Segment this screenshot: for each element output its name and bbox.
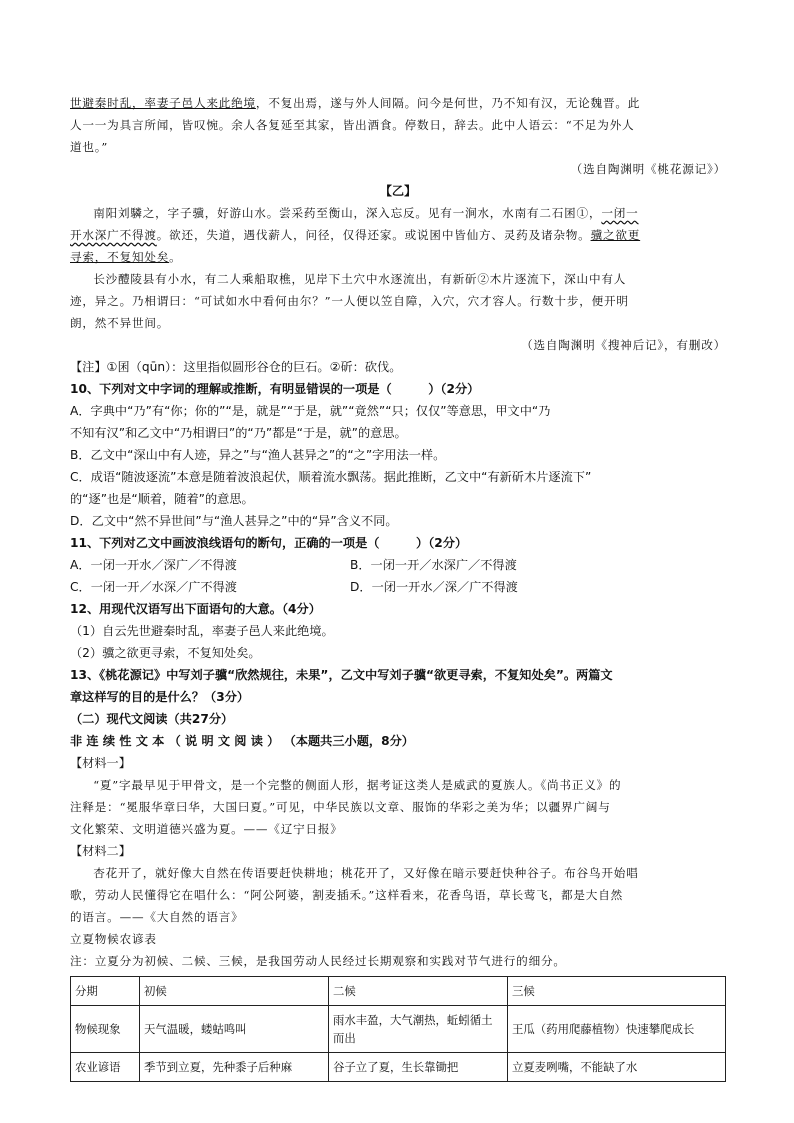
passage-b-source: （选自陶渊明《搜神后记》，有删改）	[521, 338, 726, 352]
q11-option-c: C．一闭一开／水深／广不得渡	[70, 580, 237, 594]
q10-option-c-line-2: 的“逐”也是“顺着，随着”的意思。	[70, 492, 254, 506]
question-12-stem: 12、用现代汉语写出下面语句的大意。（4分）	[70, 602, 321, 616]
table-row	[71, 1006, 726, 1053]
q12-sentence-1: （1）自云先世避秦时乱，率妻子邑人来此绝境。	[70, 624, 334, 638]
table-cell: 二候	[329, 977, 508, 1006]
table-cell: 雨水丰盈，大气潮热，蚯蚓循土而出	[329, 1006, 508, 1053]
q12-sentence-2: （2）骥之欲更寻索，不复知处矣。	[70, 646, 261, 660]
passage-b-heading: 【乙】	[379, 184, 417, 198]
q10-option-d: D．乙文中“然不异世间”与“渔人甚异之”中的“异”含义不同。	[70, 514, 398, 528]
passage-b-p1-line-2: 开水深广不得渡。欲还，失道，遇伐薪人，问径，仅得还家。或说囷中皆仙方、灵药及诸杂物。骥之欲更	[70, 228, 641, 242]
passage-b-p1-line-1: 南阳刘驎之，字子骥，好游山水。尝采药至衡山，深入忘反。见有一涧水，水南有二石囷①，一闭一	[93, 206, 639, 220]
table-note: 注：立夏分为初候、二候、三候，是我国劳动人民经过长期观察和实践对节气进行的细分。	[70, 954, 566, 968]
q11-options	[70, 554, 726, 598]
phenology-table	[70, 976, 726, 1082]
wavy-underlined-text: 开水深广不得渡	[70, 228, 157, 242]
question-11-stem: 11、下列对乙文中画波浪线语句的断句，正确的一项是（ ）（2分）	[70, 536, 468, 550]
material-2-line-2: 歌，劳动人民懂得它在唱什么：“阿公阿婆，割麦插禾。”这样看来，花香鸟语，草长莺飞，都是大自然	[70, 888, 623, 902]
material-1-line-3: 文化繁荣、文明道德兴盛为夏。——《辽宁日报》	[70, 822, 343, 836]
question-13-line-1: 13、《桃花源记》中写刘子骥“欣然规往，未果”，乙文中写刘子骥“欲更寻索，不复知处矣”。两篇文	[70, 668, 613, 682]
table-cell: 分期	[71, 977, 140, 1006]
passage-a-line-3: 道也。”	[70, 140, 109, 154]
table-row	[71, 977, 726, 1006]
passage-b-p2-line-3: 朗，然不异世间。	[70, 316, 170, 330]
table-cell: 季节到立夏，先种黍子后种麻	[140, 1053, 329, 1082]
material-2-line-1: 杏花开了，就好像大自然在传语要赶快耕地；桃花开了，又好像在暗示要赶快种谷子。布谷鸟开始唱	[93, 866, 639, 880]
question-13-line-2: 章这样写的目的是什么？（3分）	[70, 690, 250, 704]
table-cell: 三候	[508, 977, 726, 1006]
material-1-line-2: 注释是：“冕服华章曰华，大国曰夏。”可见，中华民族以文章、服饰的华彩之美为华；以疆界广阔与	[70, 800, 611, 814]
table-title: 立夏物候农谚表	[70, 932, 157, 946]
passage-a-source: （选自陶渊明《桃花源记》）	[570, 162, 726, 176]
question-10-stem: 10、下列对文中字词的理解或推断，有明显错误的一项是（ ）（2分）	[70, 382, 480, 396]
material-1-line-1: “夏”字最早见于甲骨文，是一个完整的侧面人形，据考证这类人是威武的夏族人。《尚书正义》的	[93, 778, 622, 792]
table-cell: 初候	[140, 977, 329, 1006]
material-2-line-3: 的语言。——《大自然的语言》	[70, 910, 244, 924]
q10-option-c-line-1: C．成语“随波逐流”本意是随着波浪起伏，顺着流水飘荡。据此推断，乙文中“有新斫木片逐流下”	[70, 470, 592, 484]
passage-b-p1-line-3: 寻索，不复知处矣。	[70, 250, 182, 264]
passage-a-line-1: 世避秦时乱，率妻子邑人来此绝境，不复出焉，遂与外人间隔。问今是何世，乃不知有汉，无论魏晋。此	[70, 96, 641, 110]
material-2-label: 【材料二】	[70, 844, 131, 858]
q10-option-a-line-2: 不知有汉”和乙文中“乃相谓曰”的“乃”都是“于是，就”的意思。	[70, 426, 407, 440]
table-cell: 谷子立了夏，生长靠锄把	[329, 1053, 508, 1082]
underlined-sentence: 骥之欲更	[590, 228, 641, 242]
q10-option-b: B．乙文中“深山中有人迹，异之”与“渔人甚异之”的“之”字用法一样。	[70, 448, 446, 462]
q10-option-a-line-1: A．字典中“乃”有“你；你的”“是，就是”“于是，就”“竟然”“只；仅仅”等意思，甲文中“乃	[70, 404, 551, 418]
table-row	[71, 1053, 726, 1082]
table-cell: 天气温暖，蝼蛄鸣叫	[140, 1006, 329, 1053]
passage-b-p2-line-2: 迹，异之。乃相谓曰：“可试如水中看何由尔？”一人便以笠自障，入穴，穴才容人。行数十步，便开明	[70, 294, 629, 308]
table-cell: 王瓜（药用爬藤植物）快速攀爬成长	[508, 1006, 726, 1053]
q11-option-d: D．一闭一开水／深／广不得渡	[350, 580, 518, 594]
passage-b-p2-line-1: 长沙醴陵县有小水，有二人乘船取樵，见岸下土穴中水逐流出，有新斫②木片逐流下，深山中有人	[93, 272, 627, 286]
material-1-label: 【材料一】	[70, 756, 131, 770]
table-cell: 物候现象	[71, 1006, 140, 1053]
table-cell: 立夏麦咧嘴，不能缺了水	[508, 1053, 726, 1082]
passage-a-line-2: 人一一为具言所闻，皆叹惋。余人各复延至其家，皆出酒食。停数日，辞去。此中人语云：“不足为外人	[70, 118, 635, 132]
annotation-note: 【注】①囷（qūn）：这里指似圆形谷仓的巨石。②斫：砍伐。	[70, 360, 402, 374]
section-2-heading: （二）现代文阅读（共27分）	[70, 712, 234, 726]
table-cell: 农业谚语	[71, 1053, 140, 1082]
underlined-sentence: 寻索，不复知处矣	[70, 250, 170, 264]
wavy-underlined-text: 一闭一	[601, 206, 639, 220]
q11-option-b: B．一闭一开／水深广／不得渡	[350, 558, 517, 572]
q11-option-a: A．一闭一开水／深广／不得渡	[70, 558, 237, 572]
document-page	[70, 92, 726, 1082]
section-2-subheading: 非 连 续 性 文 本 （ 说 明 文 阅 读 ） （本题共三小题，8分）	[70, 734, 414, 748]
underlined-sentence: 世避秦时乱，率妻子邑人来此绝境	[70, 96, 256, 110]
